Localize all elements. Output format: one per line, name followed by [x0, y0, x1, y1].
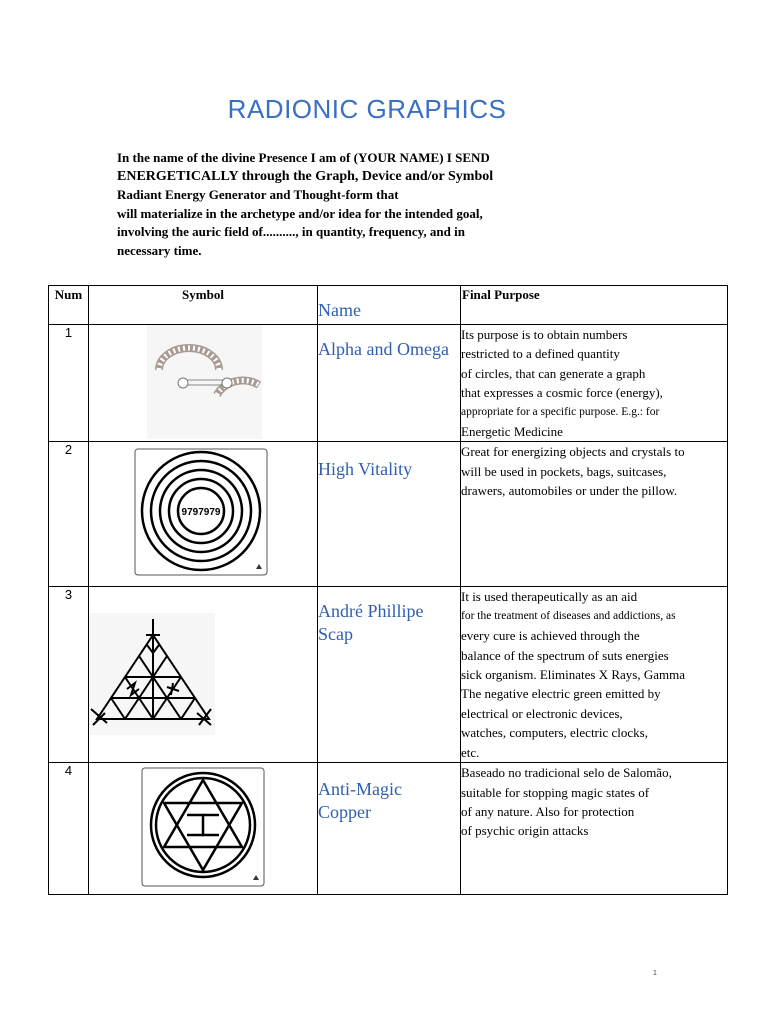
header-symbol: Symbol — [89, 286, 318, 325]
table-row — [49, 763, 728, 895]
triangle-grid-icon — [89, 613, 215, 735]
page-title: RADIONIC GRAPHICS — [227, 94, 507, 124]
invocation-text — [117, 149, 547, 261]
purpose-text — [461, 763, 728, 895]
purpose-line: etc. — [461, 744, 480, 760]
symbol-name-line: Copper — [318, 802, 371, 823]
symbol-name — [318, 587, 461, 763]
intro-line: Radiant Energy Generator and Thought-form that — [117, 187, 399, 203]
purpose-text — [461, 325, 728, 442]
purpose-line: Its purpose is to obtain numbers — [461, 327, 628, 342]
row-num: 3 — [49, 587, 89, 763]
purpose-line: It is used therapeutically as an aid — [461, 589, 638, 605]
table-row — [49, 587, 728, 763]
purpose-line: that expresses a cosmic force (energy), — [461, 385, 663, 401]
symbol-name — [318, 763, 461, 895]
page-number: 1 — [653, 970, 657, 977]
star-of-solomon-icon — [141, 767, 265, 887]
purpose-line: Baseado no tradicional selo de Salomão, — [461, 765, 672, 781]
purpose-line: Energetic Medicine — [461, 424, 563, 440]
purpose-line: suitable for stopping magic states of — [461, 784, 650, 800]
purpose-line: restricted to a defined quantity — [461, 346, 620, 362]
intro-line: involving the auric field of.........., in quantity, frequency, and in — [117, 224, 465, 240]
purpose-text — [461, 587, 728, 763]
header-name: Name — [318, 286, 461, 325]
purpose-line: of psychic origin attacks — [461, 823, 589, 839]
header-final-purpose: Final Purpose — [461, 286, 728, 325]
symbol-name-line: André Phillipe — [318, 601, 424, 622]
row-num: 1 — [49, 325, 89, 442]
table-header-row — [49, 286, 728, 325]
purpose-line: balance of the spectrum of suts energies — [461, 647, 669, 663]
concentric-circles-icon — [134, 448, 268, 576]
symbol-name-line: Scap — [318, 624, 353, 645]
purpose-line: of any nature. Also for protection — [461, 803, 635, 819]
symbol-name-line: Anti-Magic — [318, 779, 402, 800]
symbol-name: Alpha and Omega — [318, 325, 461, 442]
purpose-line: The negative electric green emitted by — [461, 686, 661, 702]
graphics-table — [48, 285, 728, 895]
purpose-line: watches, computers, electric clocks, — [461, 725, 648, 741]
purpose-line: of circles, that can generate a graph — [461, 365, 646, 381]
symbol-cell — [89, 325, 318, 442]
intro-line: In the name of the divine Presence I am of (YOUR NAME) I SEND — [117, 150, 490, 165]
purpose-line: sick organism. Eliminates X Rays, Gamma — [461, 667, 685, 683]
intro-line: ENERGETICALLY through the Graph, Device and/or Symbol — [117, 168, 494, 184]
symbol-cell — [89, 587, 318, 763]
vitality-code: 9797979 — [181, 507, 221, 519]
symbol-name: High Vitality — [318, 442, 461, 587]
table-row — [49, 442, 728, 587]
row-num: 4 — [49, 763, 89, 895]
purpose-line: appropriate for a specific purpose. E.g.: for — [461, 405, 660, 418]
table-row — [49, 325, 728, 442]
purpose-line: electrical or electronic devices, — [461, 705, 623, 721]
row-num: 2 — [49, 442, 89, 587]
purpose-line: every cure is achieved through the — [461, 628, 640, 644]
purpose-line: Great for energizing objects and crystals to — [461, 444, 685, 460]
purpose-line: drawers, automobiles or under the pillow. — [461, 483, 678, 499]
intro-line: will materialize in the archetype and/or idea for the intended goal, — [117, 205, 483, 221]
purpose-line: will be used in pockets, bags, suitcases, — [461, 463, 667, 479]
purpose-line: for the treatment of diseases and addictions, as — [461, 609, 676, 622]
alpha-omega-spiral-icon — [147, 325, 262, 439]
purpose-text — [461, 442, 728, 587]
symbol-cell — [89, 442, 318, 587]
intro-line: necessary time. — [117, 242, 202, 258]
symbol-cell — [89, 763, 318, 895]
header-num: Num — [49, 286, 89, 325]
